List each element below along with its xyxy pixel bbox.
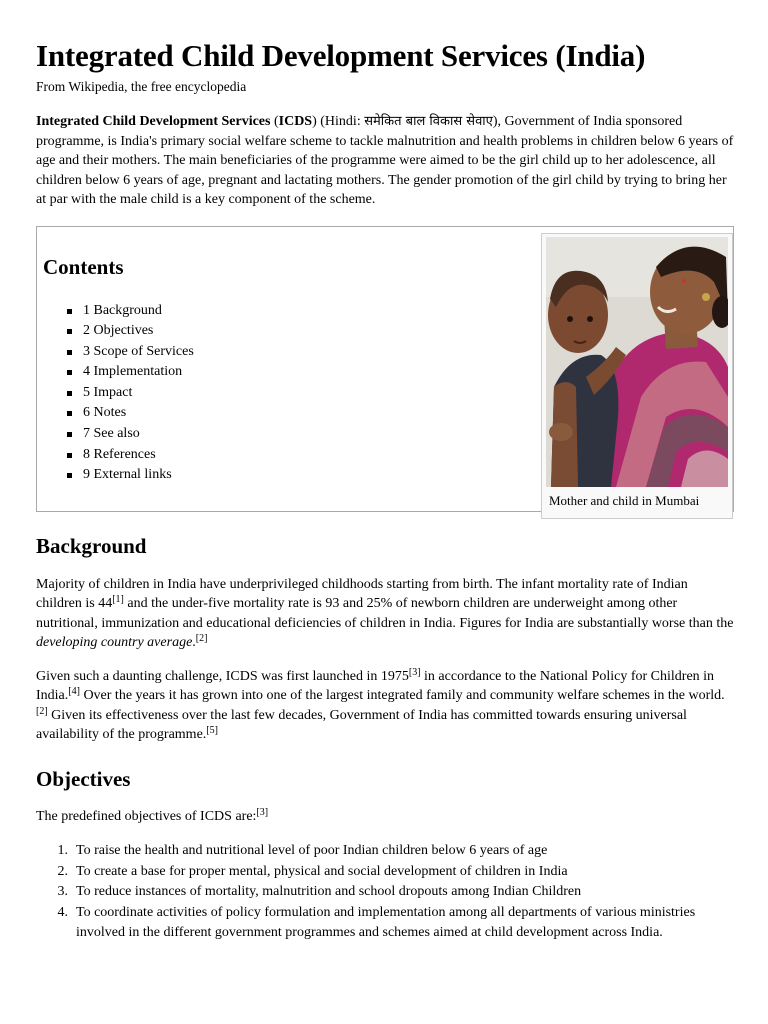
- toc-title: Contents: [43, 254, 124, 279]
- toc-item-see-also[interactable]: 7 See also: [67, 424, 194, 445]
- toc-item-background[interactable]: 1 Background: [67, 301, 194, 322]
- list-item: [36, 841, 734, 862]
- intro-paren-open: (: [270, 114, 279, 129]
- toc-item-impact[interactable]: 5 Impact: [67, 383, 194, 404]
- toc-item-objectives[interactable]: 2 Objectives: [67, 321, 194, 342]
- toc-item-external-links[interactable]: 9 External links: [67, 465, 194, 486]
- list-number: 3.: [57, 884, 68, 900]
- intro-bold-name: Integrated Child Development Services: [36, 114, 271, 129]
- reference-link[interactable]: [2]: [195, 633, 208, 644]
- mother-child-photo[interactable]: [546, 237, 728, 487]
- list-item: [36, 862, 734, 883]
- toc-item-notes[interactable]: 6 Notes: [67, 403, 194, 424]
- reference-link[interactable]: [4]: [68, 686, 80, 697]
- emphasized-term: developing country average: [36, 635, 193, 650]
- mother-child-illustration: [546, 237, 728, 487]
- page-title: Integrated Child Development Services (India): [36, 38, 646, 73]
- reference-link[interactable]: [5]: [206, 725, 218, 736]
- toc-item-scope-of-services[interactable]: 3 Scope of Services: [67, 342, 194, 363]
- intro-rest: ), Government of India sponsored programme, is India's primary social welfare scheme to tackle malnutrition and health problems in children below 6 years of age and their mothers. The main beneficiaries of the programme were aimed to be the girl child up to her adolescence, all children below 6 years of age, pregnant and lactating mothers. The gender promotion of the girl child by trying to bring her at par with the male child is a key component of the scheme.: [36, 114, 734, 207]
- toc-row: [36, 226, 734, 512]
- text-run: Given such a daunting challenge, ICDS was first launched in 1975: [36, 668, 409, 684]
- text-run: The predefined objectives of ICDS are:: [36, 808, 257, 824]
- list-text: To raise the health and nutritional level of poor Indian children below 6 years of age: [76, 843, 548, 858]
- intro-paragraph: [36, 112, 734, 210]
- text-run: Given its effectiveness over the last few decades, Government of India has committed towards ensuring universal availability of the programme.: [36, 707, 687, 742]
- text-run: in accordance to the National Policy for Children in India.: [36, 668, 715, 703]
- toc-item-references[interactable]: 8 References: [67, 445, 194, 466]
- toc-list: [67, 301, 194, 486]
- intro-hindi: समेकित बाल विकास सेवाए: [364, 114, 493, 129]
- list-item: [36, 903, 734, 944]
- section-heading-objectives: Objectives: [36, 766, 131, 791]
- article: [36, 34, 734, 944]
- background-paragraph-1: [36, 575, 734, 653]
- image-caption: Mother and child in Mumbai: [549, 492, 700, 508]
- intro-abbr: ICDS: [278, 114, 313, 129]
- text-run: .: [192, 635, 196, 650]
- objectives-intro: [36, 807, 734, 827]
- objectives-list: [36, 841, 734, 944]
- list-item: [36, 882, 734, 903]
- site-subtitle: From Wikipedia, the free encyclopedia: [36, 79, 247, 94]
- text-run: and the under-five mortality rate is 93 and 25% of newborn children are underweight among other nutritional, immunization and educational deficiencies of children in India. Figures for India are substantially worse than the: [36, 596, 734, 631]
- intro-hindi-prefix: ) (Hindi:: [312, 114, 365, 129]
- list-number: 2.: [57, 863, 68, 879]
- list-text: To reduce instances of mortality, malnutrition and school dropouts among Indian Children: [76, 884, 582, 900]
- background-paragraph-2: [36, 667, 734, 745]
- section-heading-background: Background: [36, 533, 147, 558]
- text-run: Majority of children in India have underprivileged childhoods starting from birth. The infant mortality rate of Indian children is 44: [36, 576, 688, 611]
- reference-link[interactable]: [3]: [256, 806, 269, 818]
- reference-link[interactable]: [2]: [36, 705, 48, 717]
- list-number: 4.: [57, 904, 68, 920]
- text-run: Over the years it has grown into one of the largest integrated family and community welfare schemes in the world.: [79, 688, 725, 703]
- reference-link[interactable]: [3]: [408, 666, 421, 678]
- list-text: To create a base for proper mental, physical and social development of children in India: [76, 863, 568, 879]
- toc-item-implementation[interactable]: 4 Implementation: [67, 362, 194, 383]
- list-number: 1.: [57, 843, 68, 858]
- image-thumbnail: [541, 233, 733, 519]
- list-text: To coordinate activities of policy formulation and implementation among all departments of various ministries involved in the different government programmes and schemes aimed at child development across India.: [76, 904, 696, 941]
- reference-link[interactable]: [1]: [112, 594, 124, 605]
